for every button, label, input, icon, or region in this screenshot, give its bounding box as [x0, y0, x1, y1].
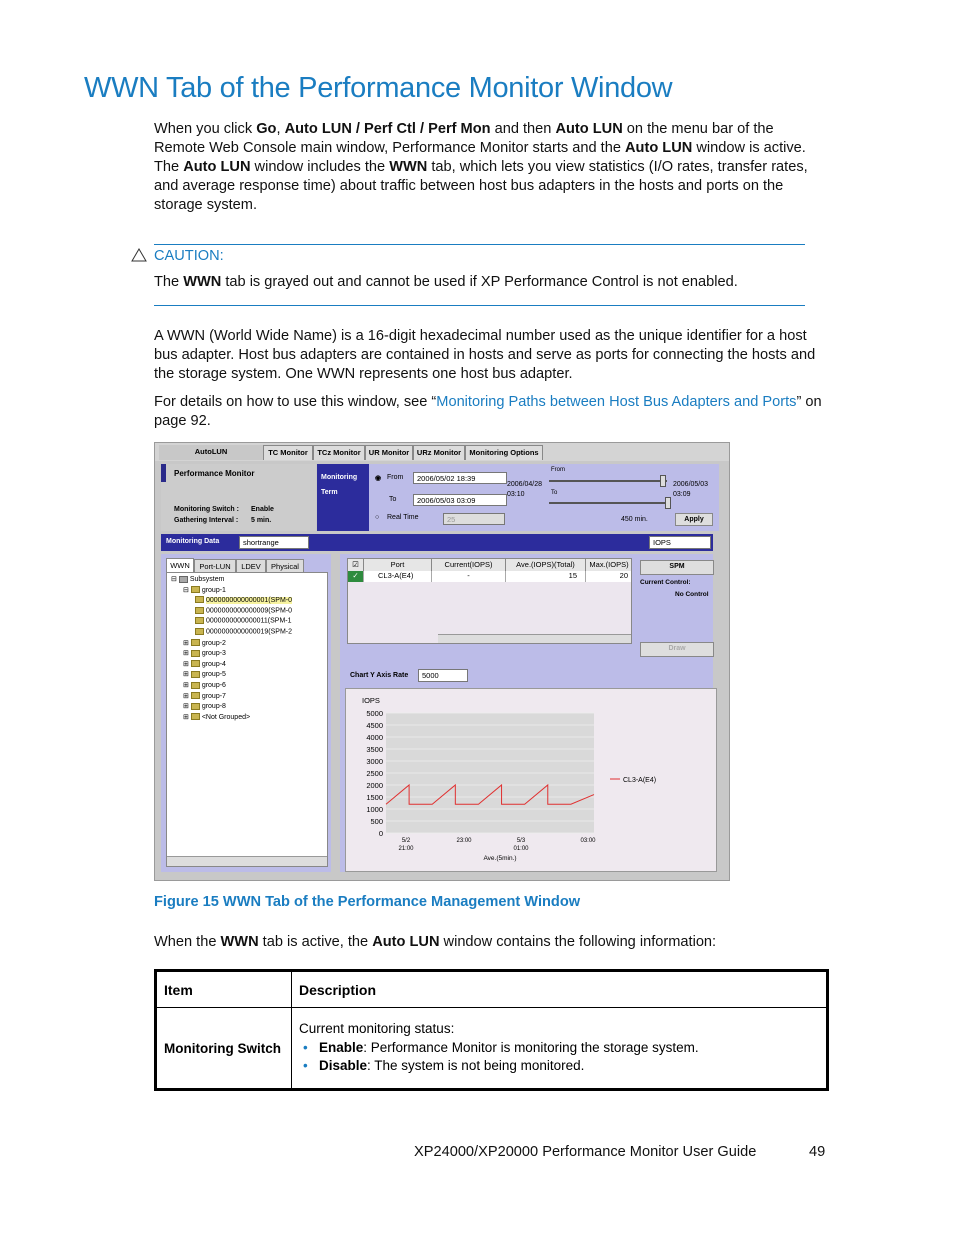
legend-label: CL3-A(E4) [623, 777, 657, 784]
expand-icon[interactable]: ⊞ [183, 660, 191, 668]
realtime-label: Real Time [387, 514, 419, 521]
monitoring-data-select[interactable]: shortrange [239, 536, 309, 549]
x-tick-label: 03:00 [580, 838, 596, 844]
wwn-tree [166, 572, 328, 867]
list-item: • Disable: The system is not being monitored. [303, 1057, 585, 1073]
tab-tcz-monitor[interactable]: TCz Monitor [313, 445, 365, 460]
tree-node-label: group-1 [201, 586, 226, 594]
bullet-icon: • [303, 1057, 308, 1073]
caution-bottom-rule [154, 305, 805, 306]
table-header-description: Description [292, 971, 828, 1008]
intro-paragraph: When you click Go, Auto LUN / Perf Ctl / Perf Mon and then Auto LUN on the menu bar of the Remote Web Console main window, Performance Monitor starts and the Auto LUN window is active. The Auto LUN window includes the WWN tab, which lets you view statistics (I/O rates, transfer rates, and average response time) about traffic between host bus adapters in the hosts and ports on the storage system. [154, 121, 808, 213]
tree-node-label: 0000000000000009(SPM-0 [206, 607, 293, 615]
y-tick-label: 1500 [366, 793, 383, 802]
expand-icon[interactable]: ⊞ [183, 639, 191, 647]
y-tick-label: 4500 [366, 721, 383, 730]
folder-icon [191, 586, 200, 593]
tree-node-label: 0000000000000019(SPM-2 [206, 628, 293, 636]
x-tick-label: 23:00 [456, 838, 472, 844]
to-label: To [389, 496, 397, 503]
tree-node[interactable] [195, 607, 292, 614]
grid-panel [340, 554, 713, 677]
grid-hscrollbar[interactable] [438, 634, 632, 644]
folder-icon [191, 692, 200, 699]
expand-icon[interactable]: ⊞ [183, 671, 191, 679]
term-settings-panel [369, 464, 719, 531]
grid-cell-current: - [432, 571, 506, 582]
tree-node[interactable] [183, 702, 226, 710]
tree-panel [161, 554, 331, 872]
tree-node-label: Subsystem [189, 576, 225, 583]
x-tick-label: 21:00 [398, 846, 414, 852]
y-tick-label: 2000 [366, 781, 383, 790]
draw-button[interactable]: Draw [640, 642, 714, 657]
switch-label: Monitoring Switch : [174, 506, 239, 513]
expand-icon[interactable]: ⊞ [183, 713, 191, 721]
panel-accent-bar [161, 464, 166, 482]
to-slider-thumb[interactable] [665, 497, 671, 509]
auto-lun-window-screenshot [154, 442, 730, 881]
tree-node-label: group-7 [201, 692, 226, 700]
y-axis-label: IOPS [362, 696, 380, 705]
x-tick-label: 5/3 [516, 838, 526, 844]
interval-value: 5 min. [251, 517, 272, 524]
subtab-ldev[interactable]: LDEV [236, 559, 266, 572]
from-field[interactable]: 2006/05/02 18:39 [413, 472, 507, 484]
caution-top-rule [154, 244, 805, 245]
spm-button[interactable]: SPM [640, 560, 714, 575]
y-tick-label: 3000 [366, 757, 383, 766]
tree-node[interactable] [183, 660, 226, 668]
grid-header-current[interactable]: Current(IOPS) [432, 559, 506, 571]
tab-tc-monitor[interactable]: TC Monitor [263, 445, 313, 460]
folder-icon [191, 639, 200, 646]
grid-header-port[interactable]: Port [364, 559, 432, 571]
tree-node[interactable] [195, 628, 292, 635]
list-item: • Enable: Performance Monitor is monitoring the storage system. [303, 1039, 699, 1055]
current-control-label: Current Control: [640, 579, 691, 586]
monitoring-term-label: Monitoring Term [321, 474, 358, 496]
page-number: 49 [809, 1144, 826, 1160]
to-slider-track[interactable] [549, 502, 667, 504]
monitoring-data-bar [161, 534, 713, 551]
folder-icon [191, 660, 200, 667]
collapse-icon[interactable]: ⊟ [171, 576, 179, 583]
slider-from-label: From [551, 467, 565, 473]
expand-icon[interactable]: ⊞ [183, 692, 191, 700]
expand-icon[interactable]: ⊞ [183, 650, 191, 658]
interval-label: Gathering Interval : [174, 517, 239, 524]
realtime-radio[interactable]: ○ [375, 514, 380, 521]
lead-in-paragraph: When the WWN tab is active, the Auto LUN window contains the following information: [154, 934, 717, 950]
tree-node-label: group-5 [201, 671, 226, 679]
from-label: From [387, 474, 404, 481]
bullet-icon: • [303, 1039, 308, 1055]
grid-header-average[interactable]: Ave.(IOPS)(Total) [506, 559, 586, 571]
folder-icon [195, 628, 204, 635]
wwn-definition-paragraph: A WWN (World Wide Name) is a 16-digit hexadecimal number used as the unique identifier for a host bus adapter. Host bus adapters are contained in hosts and serve as ports for connecting the hosts and the storage system. One WWN represents one host bus adapter. [154, 328, 816, 382]
tree-node[interactable] [195, 596, 292, 603]
tree-hscrollbar[interactable] [167, 856, 327, 866]
tree-node[interactable] [171, 575, 224, 583]
folder-icon [195, 617, 204, 624]
y-tick-label: 4000 [366, 733, 383, 742]
table-row [156, 1008, 828, 1090]
from-radio[interactable]: ◉ [375, 475, 382, 482]
y-tick-label: 1000 [366, 805, 383, 814]
y-tick-label: 5000 [366, 709, 383, 718]
pm-title: Performance Monitor [174, 469, 255, 478]
expand-icon[interactable]: ⊞ [183, 703, 191, 711]
table-header-item: Item [156, 971, 292, 1008]
tree-node-label: group-3 [201, 650, 226, 658]
subtab-port-lun[interactable]: Port-LUN [194, 559, 236, 572]
collapse-icon[interactable]: ⊟ [183, 586, 191, 594]
chart-rate-select[interactable]: 5000 [418, 669, 468, 682]
caution-icon [131, 248, 147, 262]
tree-node-label: group-8 [201, 703, 226, 711]
folder-icon [191, 713, 200, 720]
tree-node-label: <Not Grouped> [201, 713, 251, 721]
grid-row-checkbox[interactable]: ✓ [348, 571, 364, 582]
monitoring-data-label: Monitoring Data [166, 538, 220, 545]
range-minutes: 450 min. [621, 516, 648, 523]
x-tick-label: 01:00 [513, 846, 529, 852]
apply-button[interactable]: Apply [675, 513, 713, 526]
folder-icon [191, 682, 200, 689]
info-table [154, 969, 829, 1091]
grid-cell-average: 15 [506, 571, 586, 582]
tab-autolun[interactable]: AutoLUN [159, 445, 263, 460]
description-intro: Current monitoring status: [299, 1020, 455, 1036]
y-tick-label: 500 [370, 817, 383, 826]
to-field[interactable]: 2006/05/03 03:09 [413, 494, 507, 506]
caution-text: The WWN tab is grayed out and cannot be used if XP Performance Control is not enabled. [154, 274, 738, 290]
folder-icon [195, 596, 204, 603]
subtab-physical[interactable]: Physical [266, 559, 304, 572]
tree-node-label: group-6 [201, 682, 226, 689]
chart-panel [340, 662, 713, 872]
grid-header-max[interactable]: Max.(IOPS) [586, 559, 632, 571]
tab-ur-monitor[interactable]: UR Monitor [365, 445, 413, 460]
row-description [292, 1008, 828, 1090]
chart-rate-label: Chart Y Axis Rate [350, 672, 409, 679]
grid-cell-max: 20 [586, 571, 632, 582]
subtab-wwn[interactable]: WWN [166, 558, 194, 572]
range-end: 2006/05/03 03:09 [673, 481, 709, 498]
range-start: 2006/04/28 03:10 [507, 481, 543, 498]
window-tabs [155, 443, 730, 461]
slider-to-label: To [551, 490, 558, 496]
monitoring-paths-link[interactable]: Monitoring Paths between Host Bus Adapters and Ports [436, 394, 797, 410]
y-tick-label: 0 [378, 829, 383, 838]
row-item-monitoring-switch: Monitoring Switch [156, 1008, 292, 1090]
x-axis-label: Ave.(5min.) [483, 855, 517, 862]
tree-node[interactable] [183, 649, 226, 657]
realtime-field[interactable]: 25 [443, 513, 505, 525]
page-title: WWN Tab of the Performance Monitor Window [84, 72, 673, 104]
table-header-row [156, 971, 828, 1008]
grid-cell-port: CL3-A(E4) [364, 571, 432, 582]
folder-icon [195, 607, 204, 614]
from-slider-thumb[interactable] [660, 475, 666, 487]
from-slider-track[interactable] [549, 480, 667, 482]
x-tick-label: 5/2 [401, 838, 411, 844]
status-list [299, 1040, 819, 1073]
performance-monitor-panel [161, 464, 316, 531]
y-tick-label: 3500 [366, 745, 383, 754]
metric-select[interactable]: IOPS [649, 536, 711, 549]
tree-node-label: group-2 [201, 639, 226, 647]
caution-label: CAUTION: [154, 248, 224, 264]
tree-node[interactable] [195, 617, 292, 624]
tree-node[interactable] [183, 639, 226, 647]
tab-urz-monitor[interactable]: URz Monitor [413, 445, 465, 460]
monitoring-term-box [317, 464, 369, 531]
tree-node-label: group-4 [201, 660, 226, 668]
switch-value: Enable [251, 506, 274, 513]
tree-node[interactable] [183, 670, 226, 678]
tab-monitoring-options[interactable]: Monitoring Options [465, 445, 543, 460]
folder-icon [179, 576, 188, 583]
figure-caption: Figure 15 WWN Tab of the Performance Management Window [154, 894, 581, 910]
tree-node[interactable] [183, 713, 250, 721]
tree-node[interactable] [183, 586, 226, 594]
iops-chart [345, 688, 717, 872]
expand-icon[interactable]: ⊞ [183, 682, 191, 689]
footer-guide-title: XP24000/XP20000 Performance Monitor User Guide [414, 1144, 757, 1160]
folder-icon [191, 703, 200, 710]
port-grid [347, 558, 632, 644]
current-control-value: No Control [675, 591, 709, 598]
folder-icon [191, 671, 200, 678]
details-paragraph: For details on how to use this window, see “Monitoring Paths between Host Bus Adapters and Ports” on page 92. [154, 394, 822, 429]
folder-icon [191, 650, 200, 657]
tree-node[interactable] [183, 681, 226, 689]
y-tick-label: 2500 [366, 769, 383, 778]
tree-node-label: 0000000000000011(SPM-1 [206, 617, 292, 625]
tree-node-label: 0000000000000001(SPM-0 [206, 596, 293, 604]
grid-check-header: ☑ [348, 559, 364, 571]
tree-node[interactable] [183, 692, 226, 700]
